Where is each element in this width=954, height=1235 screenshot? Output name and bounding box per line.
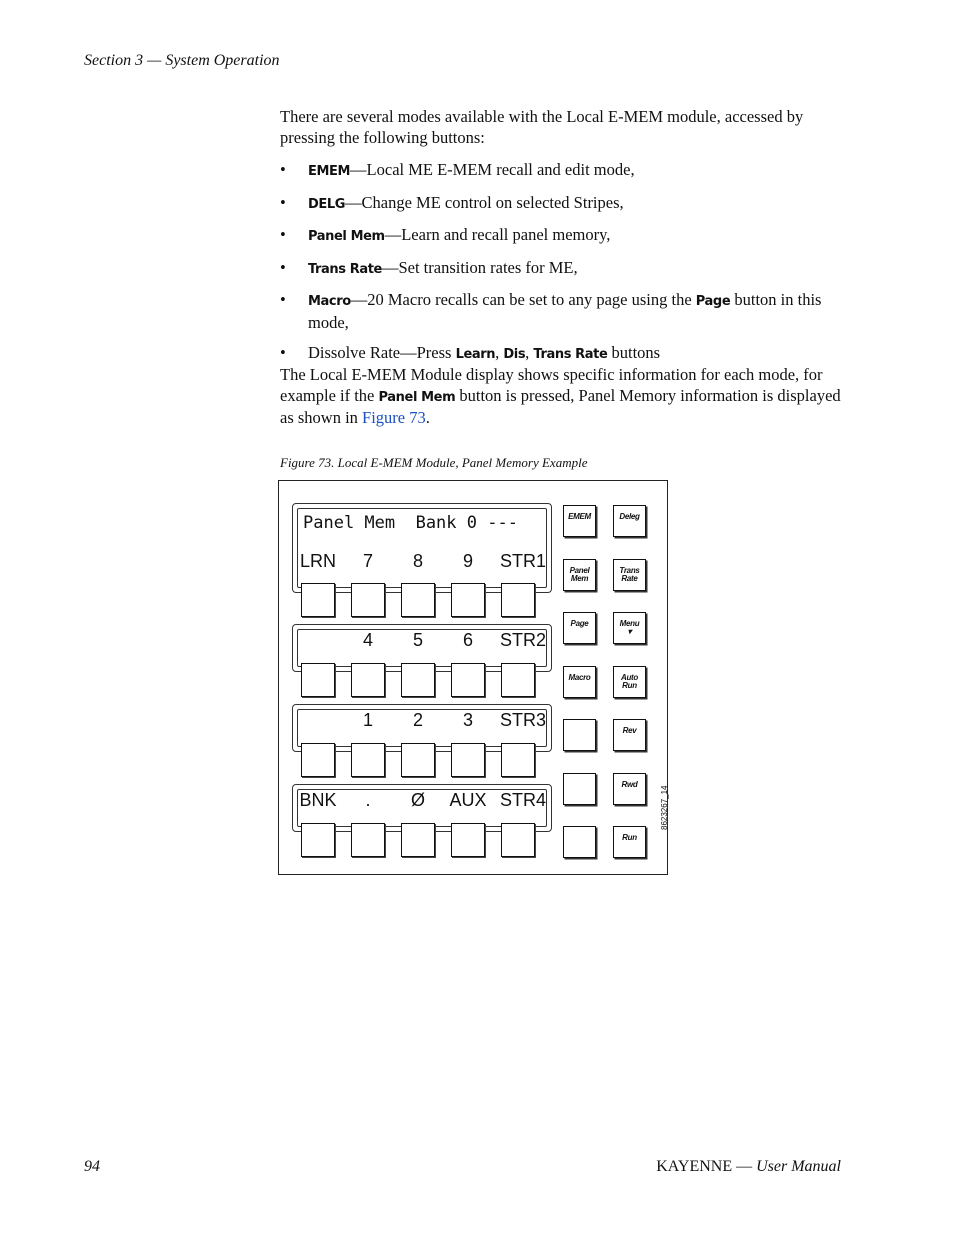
figure-id: 8623267_14 [660,785,669,830]
key-label: 7 [362,551,373,571]
footer-title [656,1158,841,1176]
keypad-key[interactable] [501,583,535,617]
list-item: • DELG—Change ME control on selected Stripes, [280,192,624,212]
key-label: 2 [412,710,423,730]
keypad-key[interactable] [501,823,535,857]
key-label: STR3 [499,710,546,730]
separator: , [495,343,504,362]
key-label: 9 [462,551,473,571]
display-paragraph [280,365,846,429]
list-item: • Trans Rate—Set transition rates for ME, [280,257,578,277]
keypad-key[interactable] [351,583,385,617]
keypad-key[interactable] [401,823,435,857]
mode-button[interactable]: EMEM [563,505,596,537]
item-text: —20 Macro recalls can be set to any page using the [350,290,696,309]
figure-caption: Figure 73. Local E-MEM Module, Panel Memory Example [280,455,588,470]
lcd-line-1: Panel Mem Bank 0 --- [303,513,518,533]
mode-button[interactable]: Trans Rate [613,559,646,591]
list-item: • Macro—20 Macro recalls can be set to any page using the Page button in this mode, [280,290,822,332]
list-item: • Dissolve Rate—Press Learn, Dis, Trans Rate buttons [280,343,661,362]
list-item: • Panel Mem—Learn and recall panel memory, [280,225,611,244]
product-name: KAYENNE [656,1158,733,1175]
keypad-key[interactable] [401,663,435,697]
button-name: Trans Rate [533,347,608,362]
mode-button[interactable]: Auto Run [613,666,646,698]
item-text: button in this mode, [308,290,822,332]
keypad-key[interactable] [301,583,335,617]
key-label: STR4 [499,790,546,810]
key-label: BNK [299,790,337,810]
key-label: STR2 [499,630,546,650]
keypad-key[interactable] [301,823,335,857]
keypad-key[interactable] [301,743,335,777]
keypad-key[interactable] [451,663,485,697]
keypad-key[interactable] [351,823,385,857]
key-label: 3 [462,710,473,730]
paragraph-text: The Local E-MEM Module display shows specific information for each mode, for example if the [280,365,823,405]
button-name: Panel Mem [378,389,456,405]
paragraph-text: . [425,408,430,427]
mode-list [280,160,846,376]
keypad-key[interactable] [451,743,485,777]
item-text: —Learn and recall panel memory, [384,225,611,244]
button-name: Panel Mem [308,229,385,244]
key-label: 5 [412,630,423,650]
button-name: Page [695,294,731,309]
key-label: 4 [362,630,373,650]
mode-button[interactable]: Panel Mem [563,559,596,591]
keypad-key[interactable] [501,663,535,697]
keypad-key[interactable] [451,583,485,617]
figure-link[interactable]: Figure 73 [362,408,426,427]
mode-button[interactable]: Page [563,612,596,644]
mode-button[interactable]: Deleg [613,505,646,537]
mode-button[interactable] [563,773,596,805]
key-label: 8 [412,551,423,571]
separator: — [732,1158,757,1175]
keypad-key[interactable] [301,663,335,697]
mode-button[interactable] [563,719,596,751]
list-item: • EMEM—Local ME E-MEM recall and edit mode, [280,160,635,179]
item-text: —Set transition rates for ME, [381,257,578,277]
keypad-key[interactable] [401,583,435,617]
key-label: 6 [462,630,473,650]
key-label: LRN [299,551,336,571]
mode-button[interactable]: Rev [613,719,646,751]
manual-name: User Manual [756,1158,841,1175]
button-name: Trans Rate [308,261,382,277]
page-number: 94 [84,1158,100,1175]
key-label: 1 [362,710,373,730]
keypad-key[interactable] [401,743,435,777]
item-text: —Local ME E-MEM recall and edit mode, [350,160,635,179]
item-text: buttons [607,343,661,362]
paragraph-text: button is pressed, Panel Memory information is displayed as shown in [280,385,841,427]
keypad-key[interactable] [351,663,385,697]
separator: , [525,343,534,362]
keypad-key[interactable] [501,743,535,777]
button-name: Learn [455,347,496,362]
mode-button[interactable]: Macro [563,666,596,698]
intro-paragraph: There are several modes available with the Local E-MEM module, accessed by pressing the following buttons: [280,107,804,147]
mode-button[interactable]: Menu ▾ [613,612,646,644]
key-label: AUX [449,790,487,810]
button-name: DELG [308,196,346,212]
button-name: EMEM [308,164,351,179]
item-text: —Change ME control on selected Stripes, [345,192,624,212]
mode-button[interactable]: Rwd [613,773,646,805]
button-name: Macro [308,294,351,309]
key-label: . [365,790,371,810]
mode-button[interactable] [563,826,596,858]
mode-button[interactable]: Run [613,826,646,858]
key-label: STR1 [499,551,546,571]
key-label: Ø [410,790,425,810]
button-name: Dis [503,347,526,362]
keypad-key[interactable] [451,823,485,857]
keypad-key[interactable] [351,743,385,777]
lcd-display-1 [292,503,552,593]
section-header: Section 3 — System Operation [84,52,280,69]
item-text: Dissolve Rate—Press [308,343,456,362]
emem-module-figure [278,480,668,875]
